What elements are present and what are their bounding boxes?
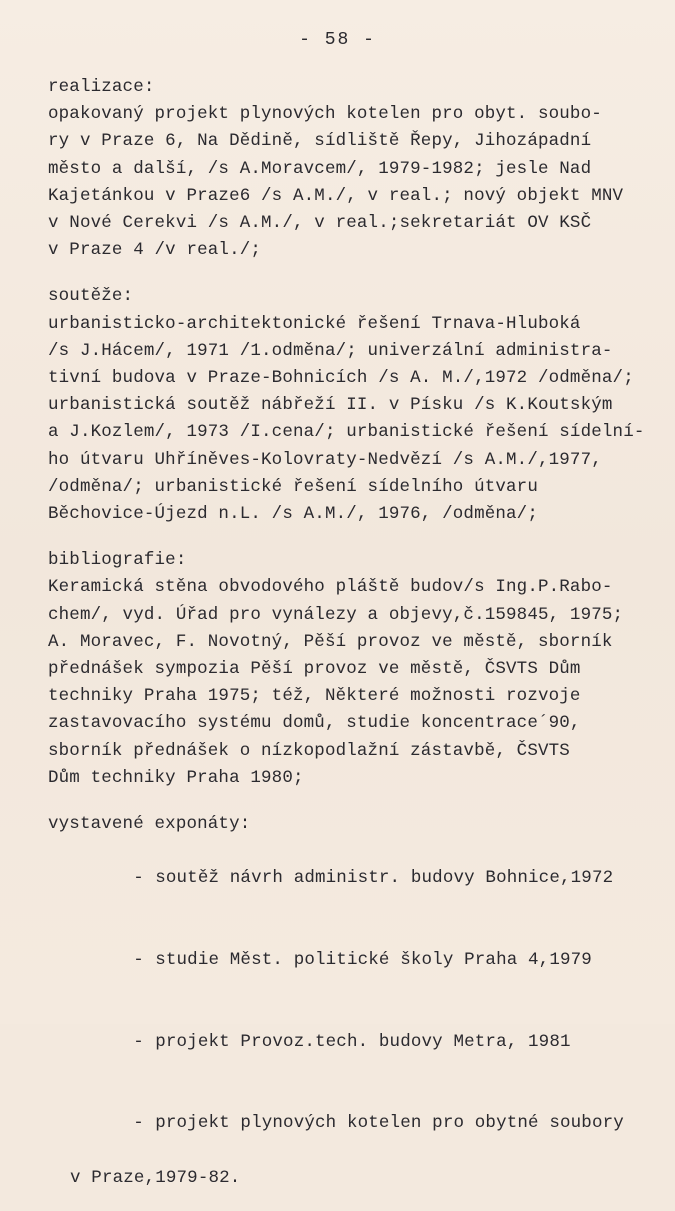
list-item-text: projekt Provoz.tech. budovy Metra, 1981 xyxy=(155,1031,571,1052)
text-line: /odměna/; urbanistické řešení sídelního útvaru xyxy=(48,476,538,497)
section-realizace xyxy=(48,74,648,264)
section-heading: bibliografie: xyxy=(48,550,187,571)
text-line: tivní budova v Praze-Bohnicích /s A. M./,1972 /odměna/; xyxy=(48,368,634,389)
text-line: A. Moravec, F. Novotný, Pěší provoz ve městě, sborník xyxy=(48,631,613,652)
page-number: - 58 - xyxy=(299,30,376,50)
text-line: Běchovice-Újezd n.L. /s A.M./, 1976, /odměna/; xyxy=(48,504,538,525)
list-item xyxy=(48,920,648,1002)
section-souteze xyxy=(48,283,648,528)
text-line: Dům techniky Praha 1980; xyxy=(48,767,304,788)
list-item xyxy=(48,838,648,920)
text-line: /s J.Hácem/, 1971 /1.odměna/; univerzální administra- xyxy=(48,340,613,361)
text-line: Kajetánkou v Praze6 /s A.M./, v real.; nový objekt MNV xyxy=(48,185,624,206)
text-line: v Nové Cerekvi /s A.M./, v real.;sekretariát OV KSČ xyxy=(48,213,592,234)
bullet-dash: - xyxy=(133,1031,144,1052)
text-line: zastavovacího systému domů, studie koncentrace´90, xyxy=(48,713,581,734)
text-line: a J.Kozlem/, 1973 /I.cena/; urbanistické řešení sídelní- xyxy=(48,422,645,443)
section-heading: vystavené exponáty: xyxy=(48,814,251,835)
text-line: ry v Praze 6, Na Dědině, sídliště Řepy, Jihozápadní xyxy=(48,131,592,152)
text-line: techniky Praha 1975; též, Některé možnosti rozvoje xyxy=(48,686,581,707)
text-line: opakovaný projekt plynových kotelen pro obyt. soubo- xyxy=(48,104,602,125)
document-content xyxy=(48,74,648,1211)
section-bibliografie xyxy=(48,547,648,792)
section-heading: realizace: xyxy=(48,77,155,97)
text-line: sborník přednášek o nízkopodlažní zástavbě, ČSVTS xyxy=(48,740,570,761)
bullet-dash: - xyxy=(133,868,144,889)
text-line: město a další, /s A.Moravcem/, 1979-1982; jesle Nad xyxy=(48,158,592,179)
bullet-dash: - xyxy=(133,1113,144,1134)
section-heading: soutěže: xyxy=(48,286,134,307)
list-item-text: projekt plynových kotelen pro obytné soubory xyxy=(155,1113,624,1134)
list-item xyxy=(48,1002,648,1084)
text-line: Keramická stěna obvodového pláště budov/s Ing.P.Rabo- xyxy=(48,577,613,598)
text-line: přednášek sympozia Pěší provoz ve městě, ČSVTS Dům xyxy=(48,659,581,680)
list-item-continuation: v Praze,1979-82. xyxy=(70,1167,241,1188)
text-line: ho útvaru Uhříněves-Kolovraty-Nedvězí /s A.M./,1977, xyxy=(48,449,602,470)
bullet-dash: - xyxy=(133,950,144,971)
text-line: v Praze 4 /v real./; xyxy=(48,240,262,261)
section-exponaty xyxy=(48,811,648,1192)
text-line: chem/, vyd. Úřad pro vynálezy a objevy,č.159845, 1975; xyxy=(48,604,624,625)
list-item-text: soutěž návrh administr. budovy Bohnice,1972 xyxy=(155,868,614,889)
list-item-text: studie Měst. politické školy Praha 4,1979 xyxy=(155,950,592,971)
text-line: urbanisticko-architektonické řešení Trnava-Hluboká xyxy=(48,313,581,334)
list-item xyxy=(48,1083,648,1165)
text-line: urbanistická soutěž nábřeží II. v Písku /s K.Koutským xyxy=(48,395,613,416)
